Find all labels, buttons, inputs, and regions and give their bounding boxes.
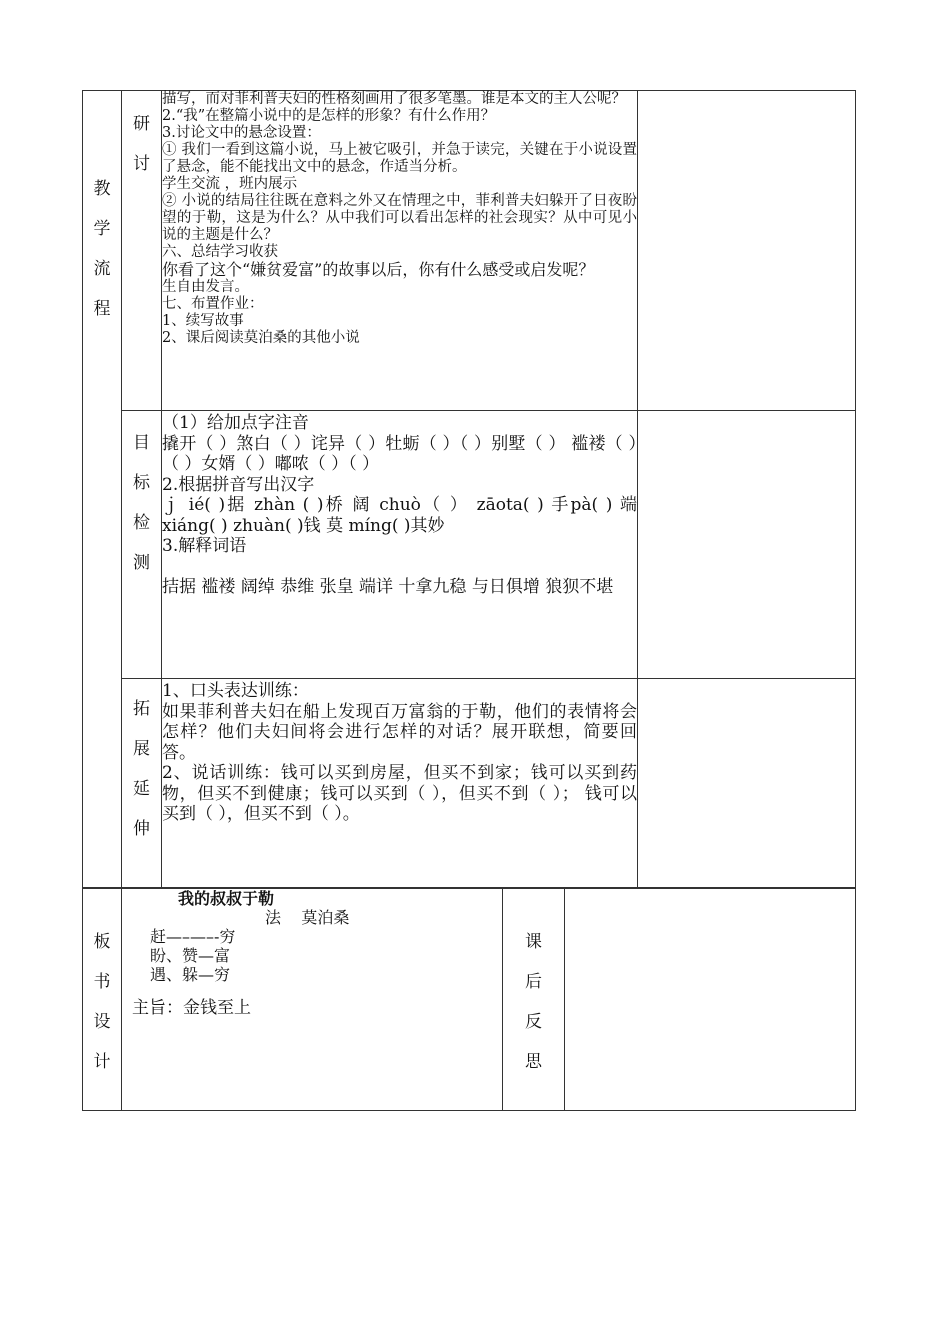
reflection-cell [565, 889, 856, 1111]
label-char: 学 [93, 219, 111, 239]
text-line: 2.根据拼音写出汉字 [162, 474, 315, 495]
target-test-content [162, 411, 638, 679]
text-line: 如果菲利普夫妇在船上发现百万富翁的于勒，他们的表情将会怎样？他们夫妇间将会进行怎样的对话？展开联想，简要回答。 [162, 701, 637, 763]
text-line: （1）给加点字注音 [162, 413, 309, 433]
label-char: 计 [93, 1052, 111, 1072]
board-design-table [82, 888, 856, 1111]
label-char: 拓 [133, 699, 150, 719]
label-char: 延 [133, 779, 150, 799]
label-char: 研 [133, 114, 150, 134]
text-line: 生自由发言。 [162, 279, 249, 295]
row-target-test [83, 411, 856, 679]
text-line: ｊ ié( )据 zhàn ( )桥 阔 chuò（ ） zāota( ) 手pà( ) 端 xiáng( ) zhuàn( )钱 莫 míng( )其妙 [162, 495, 637, 536]
label-char: 板 [93, 932, 111, 952]
label-char: 反 [525, 1012, 542, 1032]
label-char: 设 [93, 1012, 111, 1032]
discussion-content [162, 91, 638, 411]
label-extension [122, 679, 162, 888]
text-line: 1、口头表达训练： [162, 681, 309, 701]
text-line: ② 小说的结局往往既在意料之外又在情理之中，菲利普夫妇躲开了日夜盼望的于勒，这是为什么？从中我们可以看出怎样的社会现实？从中可见小说的主题是什么？ [162, 193, 637, 243]
label-char: 后 [525, 972, 542, 992]
board-line [122, 984, 502, 999]
remarks-cell [638, 411, 856, 679]
text-line: 3.讨论文中的悬念设置： [162, 125, 321, 141]
label-target-test [122, 411, 162, 679]
text-line: ① 我们一看到这篇小说，马上被它吸引，并急于读完，关键在于小说设置了悬念，能不能找出文中的悬念，作适当分析。 [162, 142, 637, 175]
label-char: 书 [93, 972, 111, 992]
label-discussion [122, 91, 162, 411]
text-line: 六、总结学习收获 [162, 244, 278, 260]
text-line: 拮据 褴褛 阔绰 恭维 张皇 端详 十拿九稳 与日俱增 狼狈不堪 [162, 576, 614, 597]
board-line: 盼、赞—富 [150, 946, 231, 965]
board-title: 我的叔叔于勒 [178, 889, 275, 908]
lesson-flow-table [82, 90, 856, 888]
text-line: 2.“我”在整篇小说中的是怎样的形象？有什么作用？ [162, 108, 496, 124]
text-line: 2、说话训练：钱可以买到房屋，但买不到家；钱可以买到药物，但买不到健康；钱可以买到（ ），但买不到（ ）； 钱可以买到（ ），但买不到（ ）。 [162, 763, 637, 824]
label-char: 检 [133, 513, 150, 533]
label-char: 展 [133, 739, 150, 759]
text-line: 你看了这个“嫌贫爱富”的故事以后，你有什么感受或启发呢？ [162, 260, 595, 279]
row-extension [83, 679, 856, 888]
board-author: 法 莫泊桑 [265, 908, 350, 927]
board-content [122, 889, 503, 1111]
board-line: 遇、躲—穷 [150, 965, 231, 984]
label-char: 标 [133, 473, 150, 493]
remarks-cell [638, 679, 856, 888]
board-line: 赶—–—–-穷 [150, 927, 236, 946]
label-char: 测 [133, 553, 150, 573]
label-char: 流 [93, 259, 111, 279]
text-line: 学生交流 ，班内展示 [162, 176, 298, 192]
row-board [83, 889, 856, 1111]
remarks-cell [638, 91, 856, 411]
label-board-design [83, 889, 122, 1111]
label-char: 思 [525, 1052, 542, 1072]
text-line: 2、课后阅读莫泊桑的其他小说 [162, 330, 360, 346]
text-line: 描写，而对菲利普夫妇的性格刻画用了很多笔墨。谁是本文的主人公呢？ [162, 91, 626, 107]
text-line: 撬开（ ）煞白（ ）诧异（ ）牡蛎（ ）（ ）别墅（ ） 褴褛（ ）（ ）女婿（ ）嘟哝（ ）（ ） [162, 433, 637, 474]
label-char: 程 [93, 299, 111, 319]
label-reflection [503, 889, 565, 1111]
text-line: 1、续写故事 [162, 313, 244, 329]
label-char: 伸 [133, 819, 150, 839]
row-discussion [83, 91, 856, 411]
extension-content [162, 679, 638, 888]
text-line: 七、布置作业： [162, 296, 264, 312]
label-char: 教 [93, 179, 111, 199]
board-theme: 主旨：金钱至上 [132, 998, 251, 1018]
text-line: 3.解释词语 [162, 536, 247, 556]
label-char: 课 [525, 932, 542, 952]
text-line [162, 557, 637, 577]
label-char: 目 [133, 433, 150, 453]
label-teaching-flow [83, 91, 122, 888]
label-char: 讨 [133, 154, 150, 174]
